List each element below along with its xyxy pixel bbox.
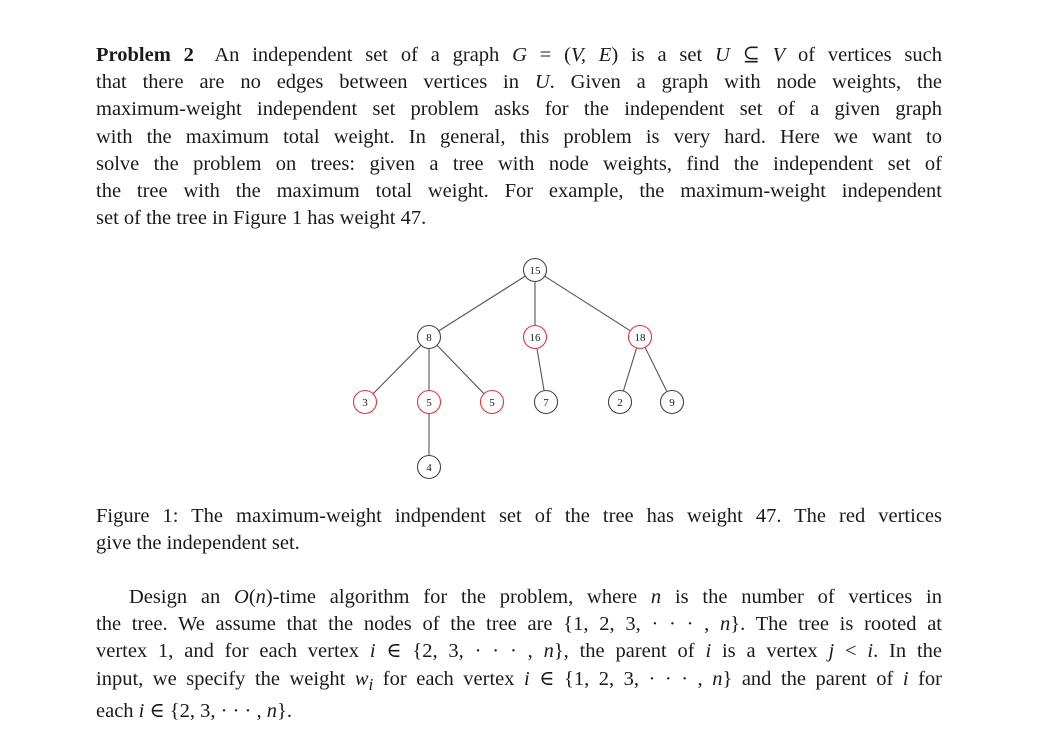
math-symbol: n	[266, 699, 277, 722]
text-line	[96, 96, 942, 123]
node-weight-label: 16	[529, 331, 541, 344]
text-line	[96, 124, 942, 151]
math-symbol: n	[712, 667, 723, 690]
node-weight-label: 9	[669, 396, 675, 409]
text-line	[96, 503, 942, 530]
tree-node	[661, 391, 684, 414]
tree-node	[418, 326, 441, 349]
math-symbol: n	[543, 640, 554, 663]
tree-node	[418, 456, 441, 479]
text-segment: )-time algorithm for the problem, where	[265, 586, 651, 608]
text-line	[96, 611, 942, 638]
math-symbol: n	[650, 586, 662, 608]
tree-nodes	[354, 259, 684, 479]
math-symbol: i	[867, 640, 874, 663]
tree-node-selected	[354, 391, 377, 414]
text-segment: }.	[277, 699, 292, 722]
math-symbol: n	[255, 586, 266, 608]
design-task	[96, 584, 942, 725]
tree-node-selected	[481, 391, 504, 414]
text-segment: }. The tree is rooted at	[730, 613, 942, 636]
tree-edge	[537, 348, 544, 390]
math-symbol: U	[534, 71, 550, 94]
text-segment: the tree with the maximum total weight. For example, the maximum-weight independent	[96, 180, 942, 203]
text-segment: for	[908, 667, 943, 690]
tree-node	[524, 259, 547, 282]
node-weight-label: 8	[426, 331, 432, 344]
tree-node-selected	[629, 326, 652, 349]
math-symbol: i	[368, 674, 374, 694]
text-line	[96, 530, 942, 557]
text-segment: with the maximum total weight. In general, this problem is very hard. Here we want to	[96, 125, 942, 148]
tree-edge	[439, 276, 526, 331]
text-segment: }, the parent of	[553, 640, 706, 663]
node-weight-label: 4	[426, 461, 432, 474]
node-weight-label: 5	[489, 396, 495, 409]
tree-node	[609, 391, 632, 414]
text-segment: ⊆	[729, 44, 773, 66]
text-segment: vertex 1, and for each vertex	[96, 640, 370, 663]
math-symbol: i	[138, 699, 145, 722]
text-segment: } and the parent of	[722, 667, 903, 690]
math-symbol: G	[512, 44, 527, 66]
tree-edge	[545, 276, 631, 331]
text-segment: ∈ {2, 3, · · · ,	[144, 699, 267, 722]
text-line	[96, 638, 942, 665]
text-segment: the tree. We assume that the nodes of the tree are {1, 2, 3, · · · ,	[96, 613, 721, 636]
text-segment: give the independent set.	[96, 532, 300, 555]
text-segment: = (	[526, 44, 571, 66]
node-weight-label: 5	[426, 396, 432, 409]
node-weight-label: 15	[529, 264, 541, 277]
math-symbol: i	[902, 667, 909, 690]
text-line	[96, 42, 942, 69]
text-segment: is a vertex	[711, 640, 829, 663]
text-segment: (	[248, 586, 256, 608]
tree-edge	[623, 348, 636, 391]
text-line	[96, 178, 942, 205]
problem-heading: Problem 2	[96, 44, 194, 66]
tree-node	[535, 391, 558, 414]
tree-edge	[645, 347, 667, 391]
math-symbol: U	[714, 44, 730, 66]
text-segment: An independent set of a graph	[214, 44, 513, 66]
tree-edge	[437, 345, 484, 393]
math-symbol: j	[828, 640, 835, 663]
text-segment: maximum-weight independent set problem asks for the independent set of a given graph	[96, 98, 942, 121]
tree-node-selected	[418, 391, 441, 414]
text-segment: ) is a set	[611, 44, 715, 66]
node-weight-label: 3	[362, 396, 368, 409]
tree-figure	[340, 256, 700, 480]
text-segment: that there are no edges between vertices in	[96, 71, 535, 94]
text-segment: . In the	[873, 640, 942, 663]
node-weight-label: 7	[543, 396, 549, 409]
math-symbol: i	[524, 667, 530, 690]
math-symbol: w	[354, 667, 369, 690]
node-weight-label: 18	[634, 331, 646, 344]
text-segment: Figure 1: The maximum-weight indpendent set of the tree has weight 47. The red vertices	[96, 505, 942, 527]
text-segment: input, we specify the weight	[96, 667, 355, 690]
figure-caption	[96, 503, 942, 557]
text-segment: ∈ {1, 2, 3, · · · ,	[529, 667, 713, 690]
text-segment: Design an	[129, 586, 235, 608]
text-segment: of vertices such	[785, 44, 943, 66]
text-segment: set of the tree in Figure 1 has weight 47.	[96, 207, 427, 230]
text-line	[96, 205, 942, 232]
text-line	[96, 151, 942, 178]
text-segment: ∈ {2, 3, · · · ,	[375, 640, 544, 663]
text-segment: <	[834, 640, 868, 663]
text-line	[96, 698, 942, 725]
math-symbol: i	[369, 640, 376, 663]
math-symbol: O	[234, 586, 249, 608]
text-segment: solve the problem on trees: given a tree with node weights, find the independent set of	[96, 152, 942, 175]
text-line	[96, 584, 942, 611]
text-line	[96, 666, 942, 698]
text-line	[96, 69, 942, 96]
text-segment: for each vertex	[373, 667, 525, 690]
text-segment: . Given a graph with node weights, the	[549, 71, 942, 94]
tree-edges	[373, 276, 667, 455]
tree-edge	[373, 345, 421, 394]
math-symbol: V, E	[570, 44, 612, 66]
text-segment: is the number of vertices in	[661, 586, 942, 608]
problem-statement	[96, 42, 942, 232]
math-symbol: n	[720, 613, 731, 636]
text-segment: each	[96, 699, 139, 722]
tree-node-selected	[524, 326, 547, 349]
math-symbol: V	[772, 44, 786, 66]
node-weight-label: 2	[617, 396, 623, 409]
math-symbol: i	[705, 640, 712, 663]
